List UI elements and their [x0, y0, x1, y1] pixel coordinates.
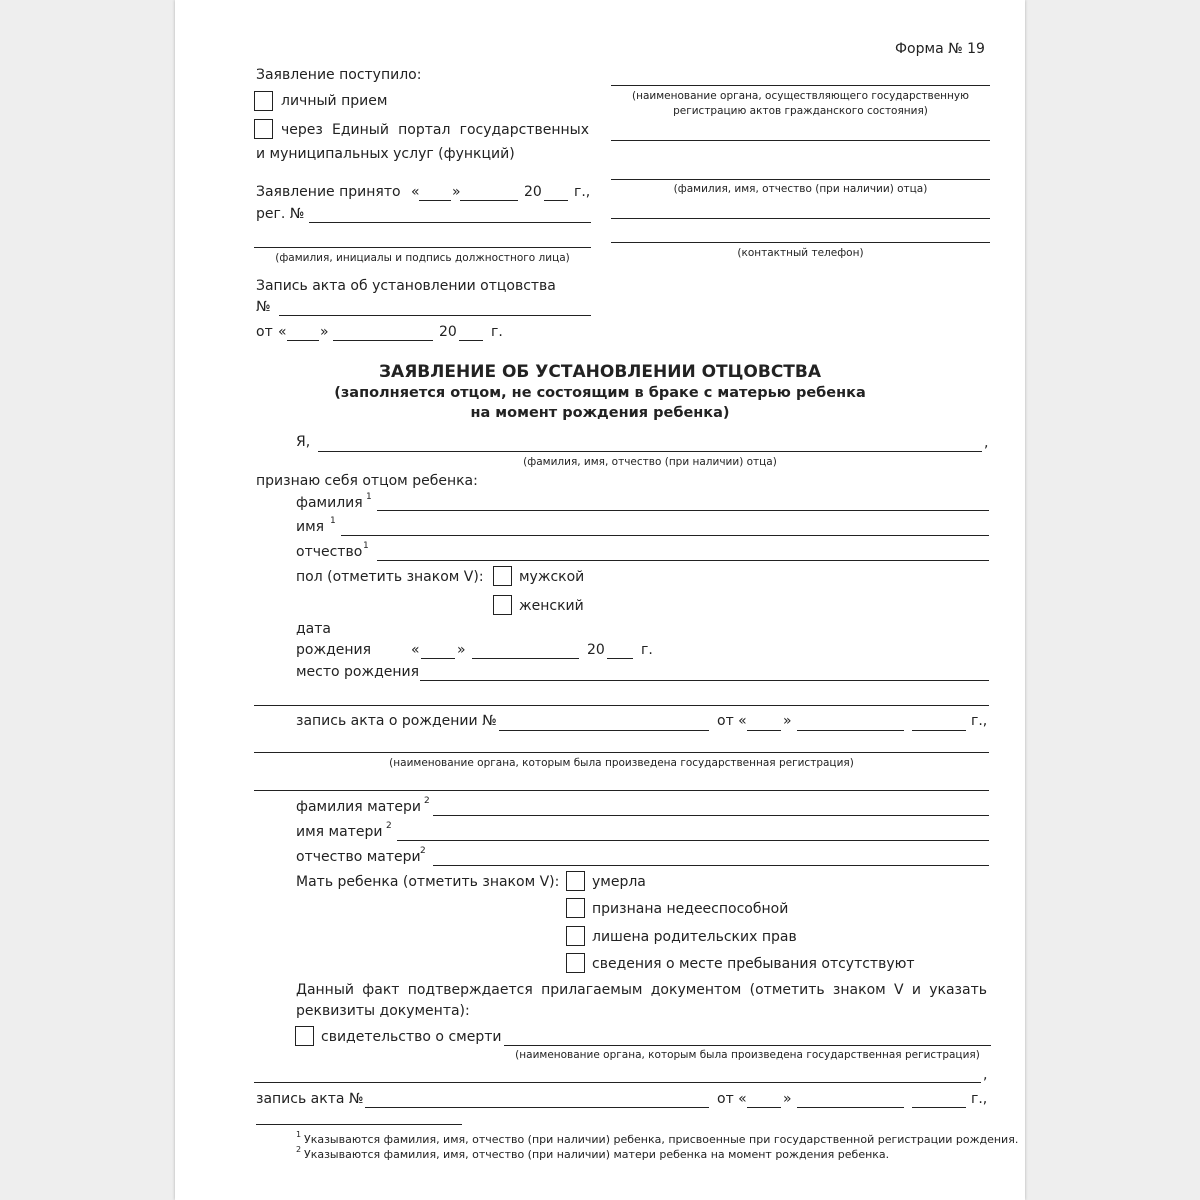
record-month-line[interactable] — [797, 1107, 904, 1108]
birth-record-month-line[interactable] — [797, 730, 904, 731]
footnote1-mark: 1 — [296, 1130, 302, 1139]
mother-status-label: Мать ребенка (отметить знаком V): — [296, 874, 560, 890]
act-year-line[interactable] — [459, 340, 483, 341]
child-surname-line[interactable] — [377, 510, 989, 511]
birth-record-from: от « — [717, 713, 747, 729]
birth-place-line[interactable] — [420, 680, 989, 681]
reg-number-label: рег. № — [256, 206, 305, 222]
cert-authority-extra-line[interactable] — [254, 1082, 981, 1083]
cert-authority-comma: , — [983, 1067, 988, 1083]
act-month-line[interactable] — [333, 340, 433, 341]
death-certificate-label: свидетельство о смерти — [321, 1029, 502, 1045]
cert-authority-caption: (наименование органа, которым была произведена государственная регистрация) — [515, 1049, 980, 1061]
birth-year-line[interactable] — [607, 658, 633, 659]
birth-record-label: запись акта о рождении № — [296, 713, 497, 729]
record-day-line[interactable] — [747, 1107, 781, 1108]
checkbox-status-deprived[interactable] — [566, 926, 585, 946]
checkbox-status-dead[interactable] — [566, 871, 585, 891]
birth-day-line[interactable] — [421, 658, 455, 659]
checkbox-status-unknown[interactable] — [566, 953, 585, 973]
child-name-line[interactable] — [341, 535, 989, 536]
footnote-ref-mother-name: 2 — [386, 821, 392, 831]
checkbox-male[interactable] — [493, 566, 512, 586]
child-surname-label: фамилия — [296, 495, 363, 511]
option-personal-label: личный прием — [281, 93, 388, 109]
birth-record-day-line[interactable] — [747, 730, 781, 731]
record-quote-close: » — [783, 1091, 792, 1107]
received-label: Заявление поступило: — [256, 67, 422, 83]
official-signature-line[interactable] — [254, 247, 591, 248]
reg-number-line[interactable] — [309, 222, 591, 223]
status-unknown-label: сведения о месте пребывания отсутствуют — [592, 956, 915, 972]
birth-place-extra-line[interactable] — [254, 705, 989, 706]
footnote-separator — [256, 1124, 462, 1125]
option-portal-label-line1: через Единый портал государственных — [281, 122, 589, 138]
accepted-day-line[interactable] — [419, 200, 451, 201]
act-year-end: г. — [491, 324, 503, 340]
birth-record-quote-close: » — [783, 713, 792, 729]
act-year-prefix: 20 — [439, 324, 457, 340]
father-name-extra-line[interactable] — [611, 218, 990, 219]
accepted-quote-close: » — [452, 184, 461, 200]
accepted-year-line[interactable] — [544, 200, 568, 201]
birth-record-year-line[interactable] — [912, 730, 966, 731]
act-day-line[interactable] — [287, 340, 319, 341]
birth-date-label-line2: рождения — [296, 642, 372, 658]
birth-year-end: г. — [641, 642, 653, 658]
act-from-label: от — [256, 324, 273, 340]
birth-year-prefix: 20 — [587, 642, 605, 658]
checkbox-status-incapable[interactable] — [566, 898, 585, 918]
phone-line[interactable] — [611, 242, 990, 243]
female-label: женский — [519, 598, 584, 614]
applicant-caption: (фамилия, имя, отчество (при наличии) отца) — [523, 456, 777, 468]
option-portal-label-line2: и муниципальных услуг (функций) — [256, 146, 515, 162]
status-incapable-label: признана недееспособной — [592, 901, 789, 917]
record-from: от « — [717, 1091, 747, 1107]
form-title: ЗАЯВЛЕНИЕ ОБ УСТАНОВЛЕНИИ ОТЦОВСТВА — [378, 362, 822, 382]
confirm-text-line1: Данный факт подтверждается прилагаемым документом (отметить знаком V и указать — [296, 982, 987, 998]
male-label: мужской — [519, 569, 585, 585]
record-label: запись акта № — [256, 1091, 364, 1107]
birth-quote-close: » — [457, 642, 466, 658]
official-caption: (фамилия, инициалы и подпись должностного лица) — [275, 252, 570, 264]
accepted-month-line[interactable] — [460, 200, 518, 201]
act-quote-close: » — [320, 324, 329, 340]
birth-quote-open: « — [411, 642, 420, 658]
form-number: Форма № 19 — [895, 41, 985, 57]
record-number-line[interactable] — [365, 1107, 709, 1108]
form-subtitle-line2: на момент рождения ребенка) — [470, 405, 730, 421]
checkbox-portal[interactable] — [254, 119, 273, 139]
authority-extra-line[interactable] — [611, 140, 990, 141]
confirm-text-line2: реквизиты документа): — [296, 1003, 470, 1019]
record-year-line[interactable] — [912, 1107, 966, 1108]
status-deprived-label: лишена родительских прав — [592, 929, 797, 945]
accepted-year-prefix: 20 — [524, 184, 542, 200]
footnote-ref-name: 1 — [330, 516, 336, 526]
act-number-line[interactable] — [279, 315, 591, 316]
sex-label: пол (отметить знаком V): — [296, 569, 484, 585]
child-patronymic-label: отчество — [296, 544, 363, 560]
i-label: Я, — [296, 434, 311, 450]
birth-date-label-line1: дата — [296, 621, 331, 637]
recognize-label: признаю себя отцом ребенка: — [256, 473, 478, 489]
birth-authority-caption: (наименование органа, которым была произведена государственная регистрация) — [389, 757, 854, 769]
birth-authority-extra-line[interactable] — [254, 790, 989, 791]
checkbox-personal[interactable] — [254, 91, 273, 111]
accepted-label: Заявление принято — [256, 184, 401, 200]
act-quote-open: « — [278, 324, 287, 340]
record-year-suffix: г., — [971, 1091, 988, 1107]
act-record-label: Запись акта об установлении отцовства — [256, 278, 556, 294]
authority-caption-line2: регистрацию актов гражданского состояния) — [673, 105, 928, 117]
footnote-ref-surname: 1 — [366, 492, 372, 502]
father-caption-header: (фамилия, имя, отчество (при наличии) отца) — [673, 183, 928, 195]
footnote-ref-mother-patronymic: 2 — [420, 846, 426, 856]
mother-name-label: имя матери — [296, 824, 383, 840]
footnote1-text: Указываются фамилия, имя, отчество (при наличии) ребенка, присвоенные при государственной регистрации рождения. — [304, 1133, 1019, 1146]
form-subtitle-line1: (заполняется отцом, не состоящим в браке с матерью ребенка — [334, 385, 866, 401]
footnote-ref-patronymic: 1 — [363, 541, 369, 551]
authority-caption-line1: (наименование органа, осуществляющего государственную — [632, 90, 969, 102]
checkbox-death-certificate[interactable] — [295, 1026, 314, 1046]
applicant-name-line[interactable] — [318, 451, 982, 452]
footnote-ref-mother-surname: 2 — [424, 796, 430, 806]
mother-surname-line[interactable] — [433, 815, 989, 816]
child-name-label: имя — [296, 519, 325, 535]
form-sheet — [175, 0, 1025, 1200]
authority-line[interactable] — [611, 85, 990, 86]
footnote2-mark: 2 — [296, 1145, 302, 1154]
father-name-line[interactable] — [611, 179, 990, 180]
mother-surname-label: фамилия матери — [296, 799, 422, 815]
checkbox-female[interactable] — [493, 595, 512, 615]
footnote2-text: Указываются фамилия, имя, отчество (при наличии) матери ребенка на момент рождения ребенка. — [304, 1148, 890, 1161]
applicant-comma: , — [984, 435, 989, 451]
phone-caption: (контактный телефон) — [737, 247, 864, 259]
mother-name-line[interactable] — [397, 840, 989, 841]
mother-patronymic-label: отчество матери — [296, 849, 421, 865]
accepted-year-suffix: г., — [574, 184, 591, 200]
birth-place-label: место рождения — [296, 664, 420, 680]
mother-patronymic-line[interactable] — [433, 865, 989, 866]
birth-authority-line[interactable] — [254, 752, 989, 753]
act-number-sign: № — [256, 299, 271, 315]
birth-record-number-line[interactable] — [499, 730, 709, 731]
status-dead-label: умерла — [592, 874, 646, 890]
birth-record-year-suffix: г., — [971, 713, 988, 729]
cert-authority-line[interactable] — [504, 1045, 991, 1046]
accepted-quote-open: « — [411, 184, 420, 200]
child-patronymic-line[interactable] — [377, 560, 989, 561]
birth-month-line[interactable] — [472, 658, 579, 659]
